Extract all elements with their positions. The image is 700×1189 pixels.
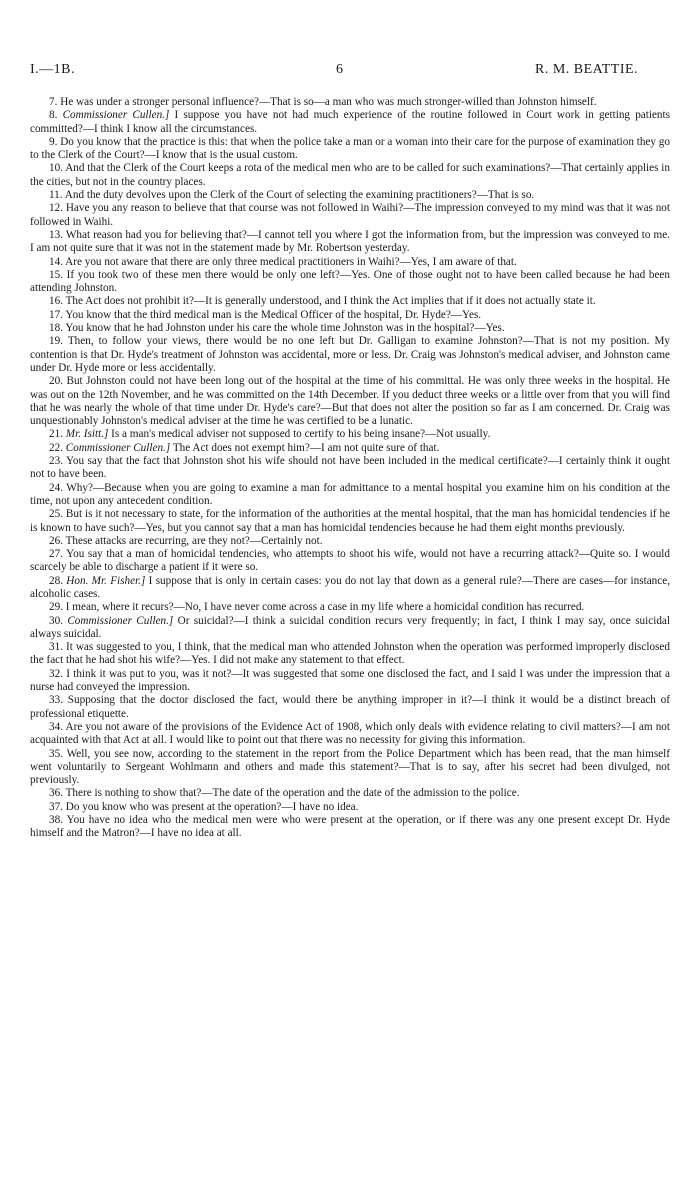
question-number: 19.: [49, 335, 63, 348]
question-number: 11.: [49, 189, 63, 202]
question-number: 14.: [49, 255, 63, 268]
speaker-label: Commissioner Cullen.]: [62, 109, 170, 122]
question-number: 31.: [49, 641, 63, 654]
question-text: These attacks are recurring, are they not?—Certainly not.: [65, 534, 323, 547]
question-number: 13.: [49, 228, 63, 241]
question-paragraph: [30, 601, 670, 614]
question-paragraph: [30, 694, 670, 721]
question-number: 36.: [49, 787, 63, 800]
question-text: You know that the third medical man is the Medical Officer of the hospital, Dr. Hyde?—Yes.: [65, 308, 482, 321]
question-number: 9.: [49, 135, 58, 148]
question-number: 29.: [49, 601, 63, 614]
question-paragraph: [30, 668, 670, 695]
question-text: Are you not aware that there are only three medical practitioners in Waihi?—Yes, I am aware of that.: [65, 255, 517, 268]
question-text: Is a man's medical adviser not supposed to certify to his being insane?—Not usually.: [111, 428, 491, 441]
question-number: 25.: [49, 508, 63, 521]
question-text: Supposing that the doctor disclosed the fact, would there be anything improper in it?—I think it would be a distinct breach of professional etiquette.: [30, 694, 671, 720]
question-text: If you took two of these men there would be only one left?—Yes. One of those ought not to have been called because he had been attending Johnston.: [30, 268, 670, 295]
question-number: 37.: [49, 800, 63, 813]
question-text: What reason had you for believing that?—I cannot tell you where I got the information from, but the impression was conveyed to me. I am not quite sure that it was not in the statement made by Mr. Robertson yesterday.: [30, 228, 670, 255]
question-text: But Johnston could not have been long out of the hospital at the time of his committal. He was only three weeks in the hospital. He was out on the 12th November, and he was committed on the 14th December. If you deduct three weeks or a little over from that you will find that he was nearly the whole of that time under Dr. Hyde's care?—But that does not alter the position so far as I am concerned. Dr. Craig was unquestionably Johnston's medical adviser at the time he was certified to be a lunatic.: [30, 375, 671, 428]
question-text: Well, you see now, according to the statement in the report from the Police Department which has been read, that the man himself went voluntarily to Sergeant Wohlmann and others and made this statement?—That is to say, after his secret had been divulged, not previously.: [30, 747, 670, 787]
question-text: Why?—Because when you are going to examine a man for admittance to a mental hospital you examine him on his condition at the time, not upon any antecedent condition.: [30, 481, 670, 507]
question-text: You say that a man of homicidal tendencies, who attempts to shoot his wife, would not have a recurring attack?—Quite so. I would scarcely be able to discharge a patient if it were so.: [30, 548, 670, 574]
document-reference: I.—1B.: [30, 62, 75, 77]
question-number: 34.: [49, 720, 63, 733]
question-text: I suppose that is only in certain cases: you do not lay that down as a general rule?—There are cases—for instance, alcoholic cases.: [30, 574, 670, 600]
question-text: You say that the fact that Johnston shot his wife should not have been included in the medical certificate?—I certainly think it ought not to have been.: [30, 455, 670, 481]
question-paragraph: [30, 322, 670, 335]
question-text: I think it was put to you, was it not?—It was suggested that some one disclosed the fact, and I said I was under the impression that a nurse had conveyed the impression.: [30, 667, 671, 694]
question-paragraph: [30, 548, 670, 575]
question-text: He was under a stronger personal influence?—That is so—a man who was much stronger-willed than Johnston himself.: [60, 96, 597, 108]
question-text: You have no idea who the medical men were who were present at the operation, or if there was any one present except Dr. Hyde himself and the Matron?—I have no idea at all.: [30, 814, 670, 840]
speaker-label: Mr. Isitt.]: [65, 428, 109, 441]
speaker-label: Hon. Mr. Fisher.]: [66, 574, 146, 587]
speaker-label: Commissioner Cullen.]: [67, 614, 174, 627]
question-number: 20.: [49, 375, 63, 388]
question-number: 27.: [49, 548, 63, 561]
question-paragraph: [30, 535, 670, 548]
question-paragraph: [30, 335, 670, 375]
question-number: 38.: [49, 814, 63, 827]
question-paragraph: [30, 136, 670, 163]
question-number: 18.: [49, 322, 63, 335]
question-number: 12.: [49, 202, 63, 215]
question-text: There is nothing to show that?—The date of the operation and the date of the admission to the police.: [65, 787, 520, 800]
question-text: Do you know that the practice is this: that when the police take a man or a woman into their care for the purpose of examination they go to the Clerk of the Court?—I know that is the usual custom.: [30, 135, 670, 162]
question-text: Or suicidal?—I think a suicidal condition recurs very frequently; in fact, I think I may say, once suicidal always suicidal.: [30, 614, 671, 640]
question-paragraph: [30, 455, 670, 482]
question-paragraph: [30, 748, 670, 788]
question-number: 10.: [49, 162, 63, 175]
question-text: Have you any reason to believe that that course was not followed in Waihi?—The impression conveyed to my mind was that it was not followed in Waihi.: [30, 202, 671, 228]
speaker-label: Commissioner Cullen.]: [65, 441, 171, 454]
question-paragraph: [30, 202, 670, 229]
page-number: 6: [336, 62, 343, 77]
question-paragraph: [30, 442, 670, 455]
question-paragraph: [30, 229, 670, 256]
question-text: And the duty devolves upon the Clerk of the Court of selecting the examining practitioners?—That is so.: [64, 189, 535, 202]
question-text: The Act does not exempt him?—I am not quite sure of that.: [172, 441, 440, 454]
question-paragraph: [30, 109, 670, 136]
question-paragraph: [30, 375, 670, 428]
question-paragraph: [30, 269, 670, 296]
question-number: 24.: [49, 481, 63, 494]
transcript-body: [30, 96, 670, 841]
question-text: You know that he had Johnston under his care the whole time Johnston was in the hospital?—Yes.: [65, 322, 505, 335]
question-number: 8.: [49, 109, 58, 122]
witness-name: R. M. BEATTIE.: [535, 62, 639, 77]
question-text: The Act does not prohibit it?—It is generally understood, and I think the Act implies that if it does not actually state it.: [65, 295, 596, 308]
question-number: 32.: [49, 667, 63, 680]
question-paragraph: [30, 482, 670, 509]
question-paragraph: [30, 814, 670, 841]
question-paragraph: [30, 787, 670, 800]
question-paragraph: [30, 189, 670, 202]
question-paragraph: [30, 162, 670, 189]
question-number: 22.: [49, 441, 63, 454]
question-number: 28.: [49, 574, 63, 587]
question-paragraph: [30, 801, 670, 814]
question-text: But is it not necessary to state, for the information of the authorities at the mental hospital, that the man has homicidal tendencies if he is known to have such?—Yes, but you cannot say that a man has homicidal tendencies because he had them eight months previously.: [30, 508, 671, 534]
question-number: 16.: [49, 295, 63, 308]
question-paragraph: [30, 256, 670, 269]
question-text: Then, to follow your views, there would be no one left but Dr. Galligan to examine Johnston?—That is not my position. My contention is that Dr. Hyde's treatment of Johnston was accidental, more or less. Dr. Craig was Johnston's medical adviser, and Johnston came under Dr. Hyde more or less accidentally.: [30, 335, 670, 374]
question-paragraph: [30, 309, 670, 322]
question-paragraph: [30, 295, 670, 308]
question-number: 30.: [49, 614, 63, 627]
question-text: Do you know who was present at the operation?—I have no idea.: [65, 800, 359, 813]
question-paragraph: [30, 96, 670, 109]
question-text: I suppose you have not had much experience of the routine followed in Court work in getting patients committed?—I think I know all the circumstances.: [30, 109, 670, 135]
question-paragraph: [30, 508, 670, 535]
question-number: 26.: [49, 534, 63, 547]
question-number: 17.: [49, 308, 63, 321]
question-text: And that the Clerk of the Court keeps a rota of the medical men who are to be called for such examinations?—That certainly applies in the cities, but not in the country places.: [30, 162, 670, 188]
question-number: 35.: [49, 747, 63, 760]
question-paragraph: [30, 721, 670, 748]
question-text: Are you not aware of the provisions of the Evidence Act of 1908, which only deals with evidence relating to civil matters?—I am not acquainted with that Act at all. I would like to point out that there was no necessity for giving this information.: [30, 720, 670, 747]
question-text: It was suggested to you, I think, that the medical man who attended Johnston when the operation was performed improperly disclosed the fact that he had shot his wife?—Yes. I did not make any statement to that effect.: [30, 641, 670, 667]
question-number: 33.: [49, 694, 63, 707]
question-text: I mean, where it recurs?—No, I have never come across a case in my life where a homicidal condition has recurred.: [65, 601, 585, 614]
question-number: 7.: [49, 96, 58, 108]
question-paragraph: [30, 575, 670, 602]
question-number: 15.: [49, 268, 63, 281]
question-paragraph: [30, 641, 670, 668]
question-number: 23.: [49, 455, 63, 468]
question-number: 21.: [49, 428, 63, 441]
question-paragraph: [30, 428, 670, 441]
question-paragraph: [30, 615, 670, 642]
